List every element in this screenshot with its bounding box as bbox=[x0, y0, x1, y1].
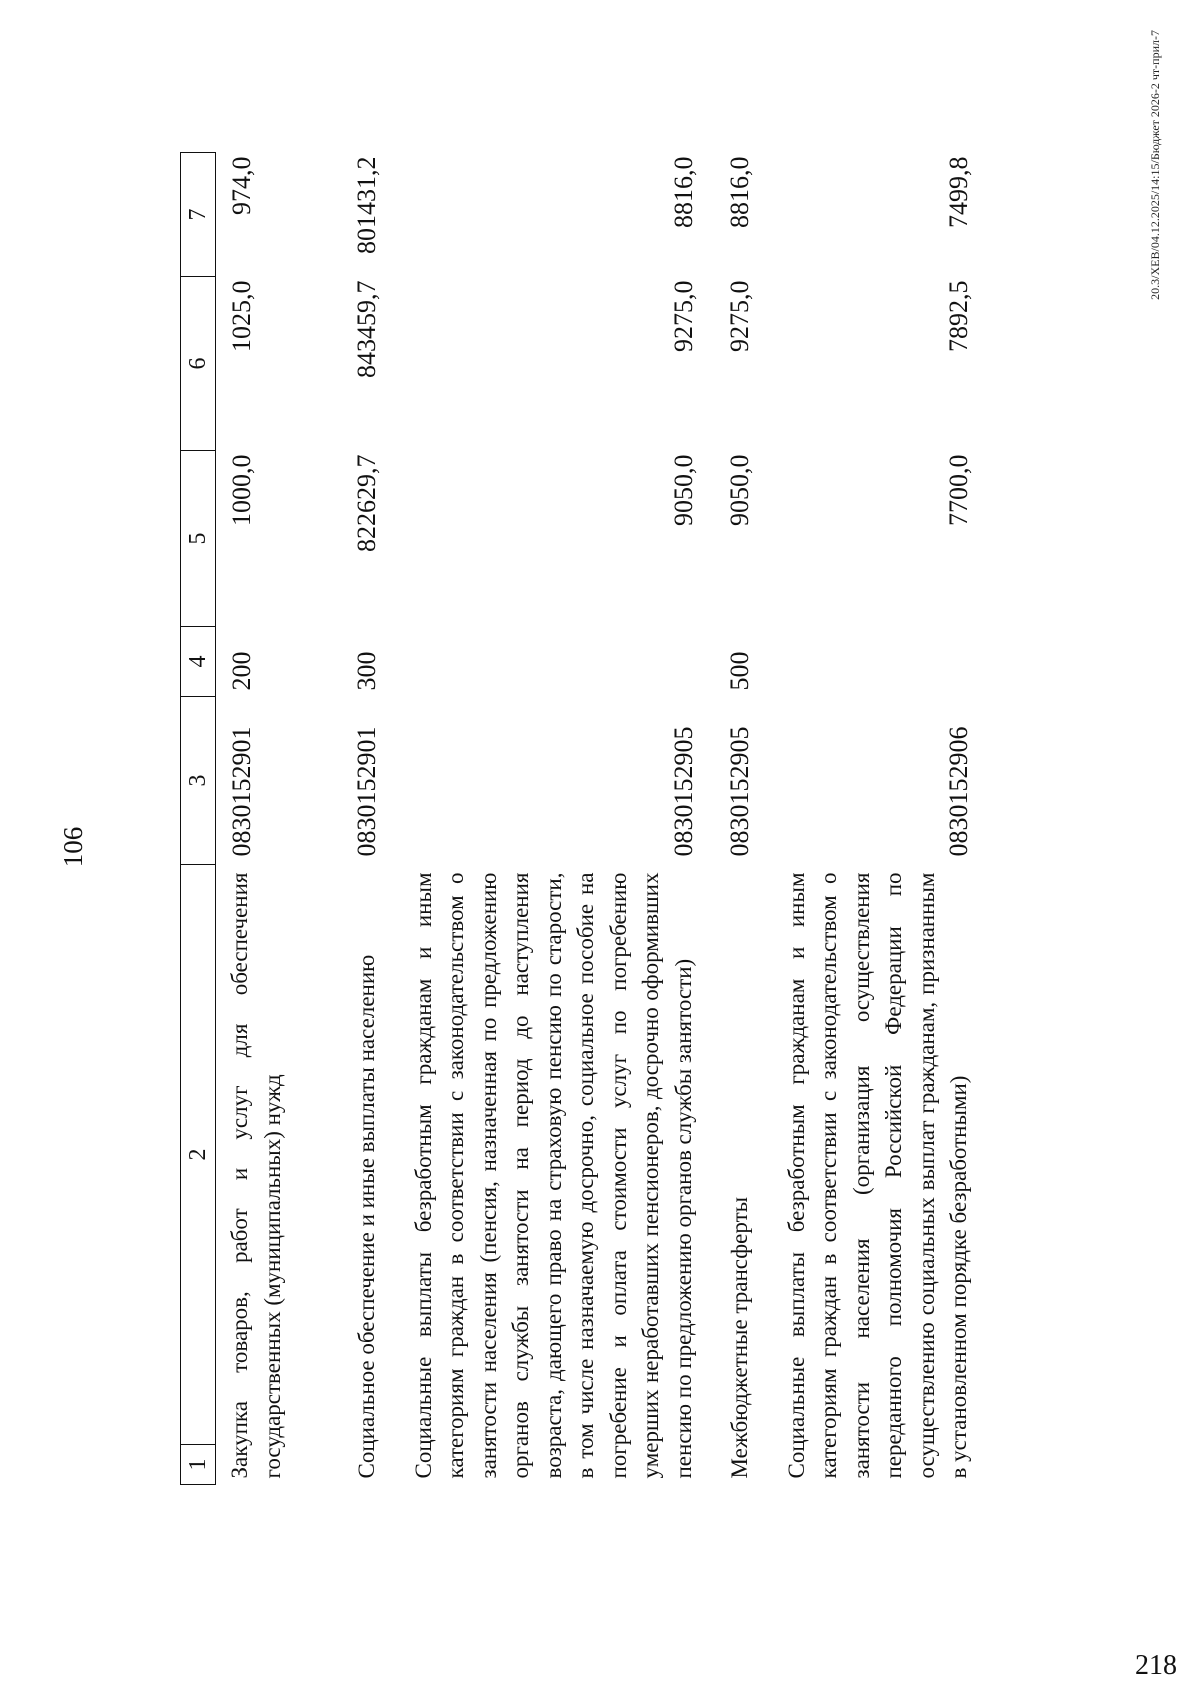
row-expense-type bbox=[400, 627, 717, 697]
row-target-code: 0830152905 bbox=[725, 726, 754, 857]
row-target-code: 0830152901 bbox=[352, 726, 381, 857]
row-value-col7: 974,0 bbox=[227, 156, 256, 215]
table-row bbox=[716, 153, 773, 1485]
row-value-col7: 8816,0 bbox=[725, 156, 754, 228]
row-value-col5: 7700,0 bbox=[944, 454, 973, 526]
column-header: 6 bbox=[181, 277, 216, 451]
column-header: 4 bbox=[181, 627, 216, 697]
table-header-row bbox=[181, 153, 216, 1485]
footer-document-code: 20.3/ХЕВ/04.12.2025/14:15/Бюджет 2026-2 чт-прил-7 bbox=[1148, 30, 1162, 300]
column-header: 5 bbox=[181, 451, 216, 627]
row-description: Социальные выплаты безработным гражданам и иным категориям граждан в соответствии с законодательством о занятости населения (пенсия, назначенная по предложению органов службы занятости на период до наступления возраста, дающего право на страховую пенсию по старости, в том числе назначаемую досрочно, социальное пособие на погребение и оплата стоимости услуг по погребению умерших неработавших пенсионеров, досрочно оформивших пенсию по предложению органов службы занятости) bbox=[410, 872, 696, 1479]
row-expense-type: 500 bbox=[725, 651, 754, 691]
table-row bbox=[216, 153, 306, 1485]
row-value-col5: 9050,0 bbox=[668, 454, 698, 526]
row-value-col6: 7892,5 bbox=[944, 280, 973, 352]
column-header: 1 bbox=[181, 1445, 216, 1485]
row-target-code: 0830152901 bbox=[227, 726, 256, 857]
row-value-col6: 9275,0 bbox=[725, 280, 754, 352]
column-header: 3 bbox=[181, 697, 216, 865]
row-value-col5: 822629,7 bbox=[352, 454, 381, 552]
row-expense-type bbox=[773, 627, 992, 697]
row-target-code: 0830152905 bbox=[668, 726, 698, 857]
row-value-col5: 1000,0 bbox=[227, 454, 256, 526]
table-row bbox=[305, 153, 400, 1485]
row-value-col5: 9050,0 bbox=[725, 454, 754, 526]
row-target-code: 0830152906 bbox=[944, 726, 973, 857]
sheet-number: 218 bbox=[1135, 1650, 1177, 1681]
row-value-col7: 8816,0 bbox=[668, 156, 698, 228]
row-value-col7: 801431,2 bbox=[352, 156, 381, 254]
row-expense-type: 300 bbox=[352, 651, 381, 691]
table-row bbox=[773, 153, 992, 1485]
table-row bbox=[400, 153, 717, 1485]
page-number: 106 bbox=[58, 826, 88, 868]
row-description: Социальное обеспечение и иные выплаты населению bbox=[354, 954, 379, 1479]
column-header: 7 bbox=[181, 153, 216, 277]
row-description: Закупка товаров, работ и услуг для обеспечения государственных (муниципальных) нужд bbox=[227, 872, 285, 1479]
row-value-col6: 9275,0 bbox=[668, 280, 698, 352]
row-value-col6: 843459,7 bbox=[352, 280, 381, 378]
budget-table bbox=[180, 152, 992, 1485]
row-description: Межбюджетные трансферты bbox=[727, 1196, 752, 1479]
column-header: 2 bbox=[181, 865, 216, 1445]
row-expense-type: 200 bbox=[227, 651, 256, 691]
row-value-col7: 7499,8 bbox=[944, 156, 973, 228]
row-value-col6: 1025,0 bbox=[227, 280, 256, 352]
row-description: Социальные выплаты безработным гражданам и иным категориям граждан в соответствии с законодательством о занятости населения (организация осуществления переданного полномочия Российской Федерации по осуществлению социальных выплат гражданам, признанным в установленном порядке безработными) bbox=[783, 872, 971, 1479]
